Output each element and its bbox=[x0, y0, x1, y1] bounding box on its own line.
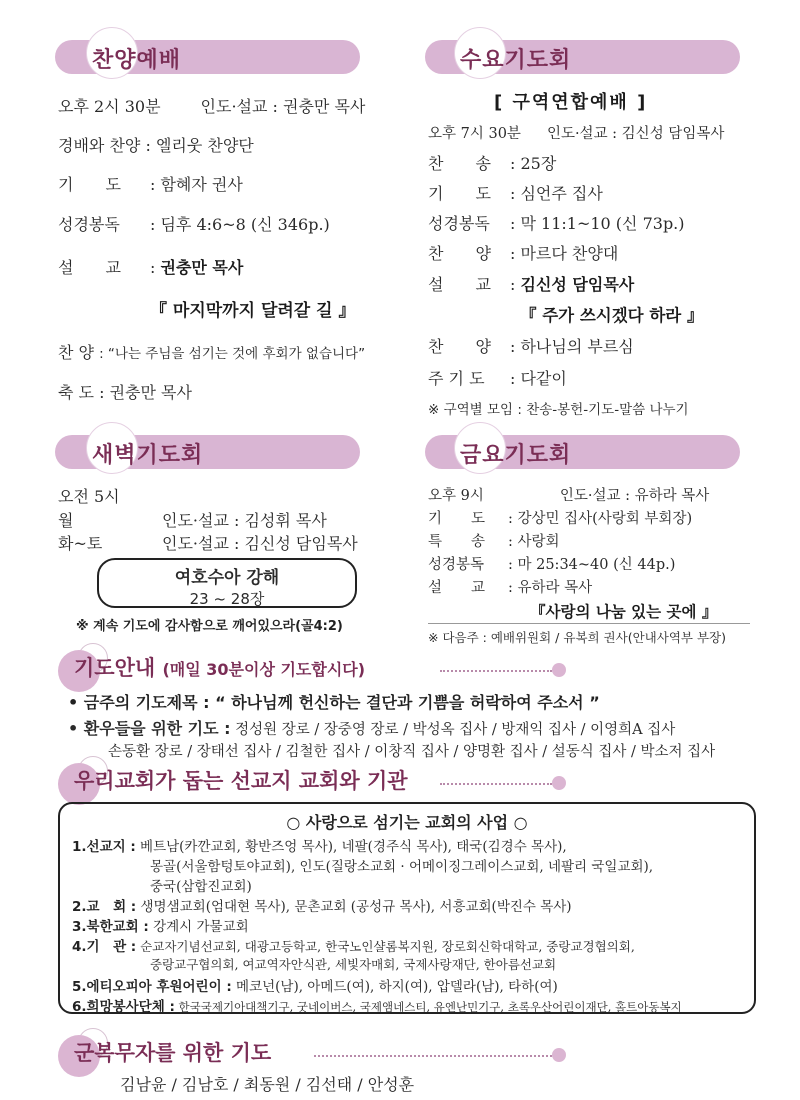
detail-row: 기 도 : 심언주 집사 bbox=[428, 184, 603, 203]
praise-row: 경배와 찬양 : 엘리웃 찬양단 bbox=[58, 136, 254, 155]
dotted-leader bbox=[440, 670, 552, 672]
sermon-title: 『사랑의 나눔 있는 곳에 』 bbox=[530, 603, 718, 621]
service-time-leader: 오후 9시 인도·설교 : 유하라 목사 bbox=[428, 488, 710, 504]
prayer-row: 기 도 : 함혜자 권사 bbox=[58, 175, 243, 194]
section-title: 기도안내 (매일 30분이상 기도합시다) bbox=[74, 656, 366, 680]
mission-item: 5.에티오피아 후원어린이 : 메코넌(남), 아메드(여), 하지(여), 압델라(남), 타하(여) bbox=[72, 979, 558, 995]
section-title: 군복무자를 위한 기도 bbox=[74, 1041, 272, 1065]
sermon-title: 『 주가 쓰시겠다 하라 』 bbox=[520, 306, 704, 325]
sick-prayer-list-cont: 손동환 장로 / 장태선 집사 / 김철한 집사 / 이창직 집사 / 양명환 집사 / 설동식 집사 / 박소저 집사 bbox=[108, 744, 716, 760]
section-title: 금요기도회 bbox=[460, 443, 572, 468]
sermon-series-box bbox=[97, 558, 357, 608]
tue-sat-row: 화~토 인도·설교 : 김신성 담임목사 bbox=[58, 534, 358, 553]
service-time-leader: 오후 7시 30분 인도·설교 : 김신성 담임목사 bbox=[428, 126, 725, 142]
dotted-leader bbox=[314, 1055, 552, 1057]
mission-item-cont: 중랑교구협의회, 여교역자안식관, 세빛자매회, 국제사랑재단, 한아름선교회 bbox=[150, 957, 557, 972]
section-title: 새벽기도회 bbox=[92, 443, 204, 468]
mission-item: 4.기 관 : 순교자기념선교회, 대광고등학교, 한국노인샬롬복지원, 장로회신학대학교, 중랑교경협의회, bbox=[72, 939, 635, 955]
military-names: 김남윤 / 김남호 / 최동원 / 김선태 / 안성훈 bbox=[120, 1075, 415, 1094]
service-time: 오전 5시 bbox=[58, 487, 120, 506]
dot-endcap bbox=[552, 776, 566, 790]
detail-row: 특 송 : 사랑회 bbox=[428, 534, 560, 550]
detail-row: 찬 송 : 25장 bbox=[428, 154, 557, 173]
mission-item: 3.북한교회 : 강계시 가물교회 bbox=[72, 919, 249, 935]
mission-item: 2.교 회 : 생명샘교회(엄대현 목사), 문촌교회 (공성규 목사), 서흥교회(박진수 목사) bbox=[72, 899, 572, 915]
section-title: 우리교회가 돕는 선교지 교회와 기관 bbox=[74, 769, 408, 793]
section-title: 찬양예배 bbox=[92, 48, 182, 73]
scripture-verse: ※ 계속 기도에 감사함으로 깨어있으라(골4:2) bbox=[76, 619, 343, 634]
lords-prayer-row: 주 기 도 : 다같이 bbox=[428, 369, 567, 388]
mission-item-cont: 중국(삼합진교회) bbox=[150, 879, 252, 895]
section-subtitle: [ 구역연합예배 ] bbox=[494, 92, 648, 113]
detail-row: 기 도 : 강상민 집사(사랑회 부회장) bbox=[428, 511, 693, 527]
divider bbox=[428, 623, 750, 624]
dotted-leader bbox=[440, 783, 552, 785]
detail-row: 성경봉독 : 마 25:34~40 (신 44p.) bbox=[428, 557, 676, 573]
detail-row: 설 교 : 유하라 목사 bbox=[428, 580, 593, 596]
benediction-row: 축 도 : 권충만 목사 bbox=[58, 383, 192, 402]
mission-item: 1.선교지 : 베트남(카깐교회, 황반즈엉 목사), 네팔(경주식 목사), 태국(김경수 목사), bbox=[72, 839, 567, 855]
sermon-row: 설 교 : 권충만 목사 bbox=[58, 258, 244, 277]
cell-group-note: ※ 구역별 모임 : 찬송-봉헌-기도-말씀 나누기 bbox=[428, 402, 689, 418]
hymn-row: 찬 양 : 하나님의 부르심 bbox=[428, 337, 634, 356]
monday-row: 월 인도·설교 : 김성휘 목사 bbox=[58, 511, 327, 530]
reading-row: 성경봉독 : 딤후 4:6~8 (신 346p.) bbox=[58, 215, 330, 234]
sermon-title: 『 마지막까지 달려갈 길 』 bbox=[150, 301, 356, 321]
sick-prayer-list: • 환우들을 위한 기도 : 정성원 장로 / 장중영 장로 / 박성옥 집사 / 방재익 집사 / 이영희A 집사 bbox=[68, 719, 676, 738]
hymn-row: 찬 양 : “나는 주님을 섬기는 것에 후회가 없습니다” bbox=[58, 343, 366, 362]
series-chapters: 23 ~ 28장 bbox=[189, 590, 265, 608]
dot-endcap bbox=[552, 663, 566, 677]
series-title: 여호수아 강해 bbox=[174, 568, 280, 588]
sermon-row: 설 교 : 김신성 담임목사 bbox=[428, 275, 635, 294]
mission-item-cont: 몽골(서울함텅토야교회), 인도(질랑소교회 · 어메이징그레이스교회, 네팔리 국일교회), bbox=[150, 859, 654, 875]
dot-endcap bbox=[552, 1048, 566, 1062]
detail-row: 찬 양 : 마르다 찬양대 bbox=[428, 244, 619, 263]
weekly-prayer-topic: • 금주의 기도제목 : “ 하나님께 헌신하는 결단과 기쁨을 허락하여 주소서 ” bbox=[68, 693, 600, 712]
missions-box-title: ○ 사랑으로 섬기는 교회의 사업 ○ bbox=[286, 813, 528, 832]
detail-row: 성경봉독 : 막 11:1~10 (신 73p.) bbox=[428, 214, 685, 233]
next-week-note: ※ 다음주 : 예배위원회 / 유복희 권사(안내사역부 부장) bbox=[428, 630, 726, 645]
section-title: 수요기도회 bbox=[460, 48, 572, 73]
mission-item: 6.희망봉사단체 : 한국국제기아대책기구, 굿네이버스, 국제앰네스티, 유엔난민기구, 초록우산어린이재단, 홀트아동복지 bbox=[72, 999, 682, 1015]
service-time-leader: 오후 2시 30분 인도·설교 : 권충만 목사 bbox=[58, 97, 366, 116]
